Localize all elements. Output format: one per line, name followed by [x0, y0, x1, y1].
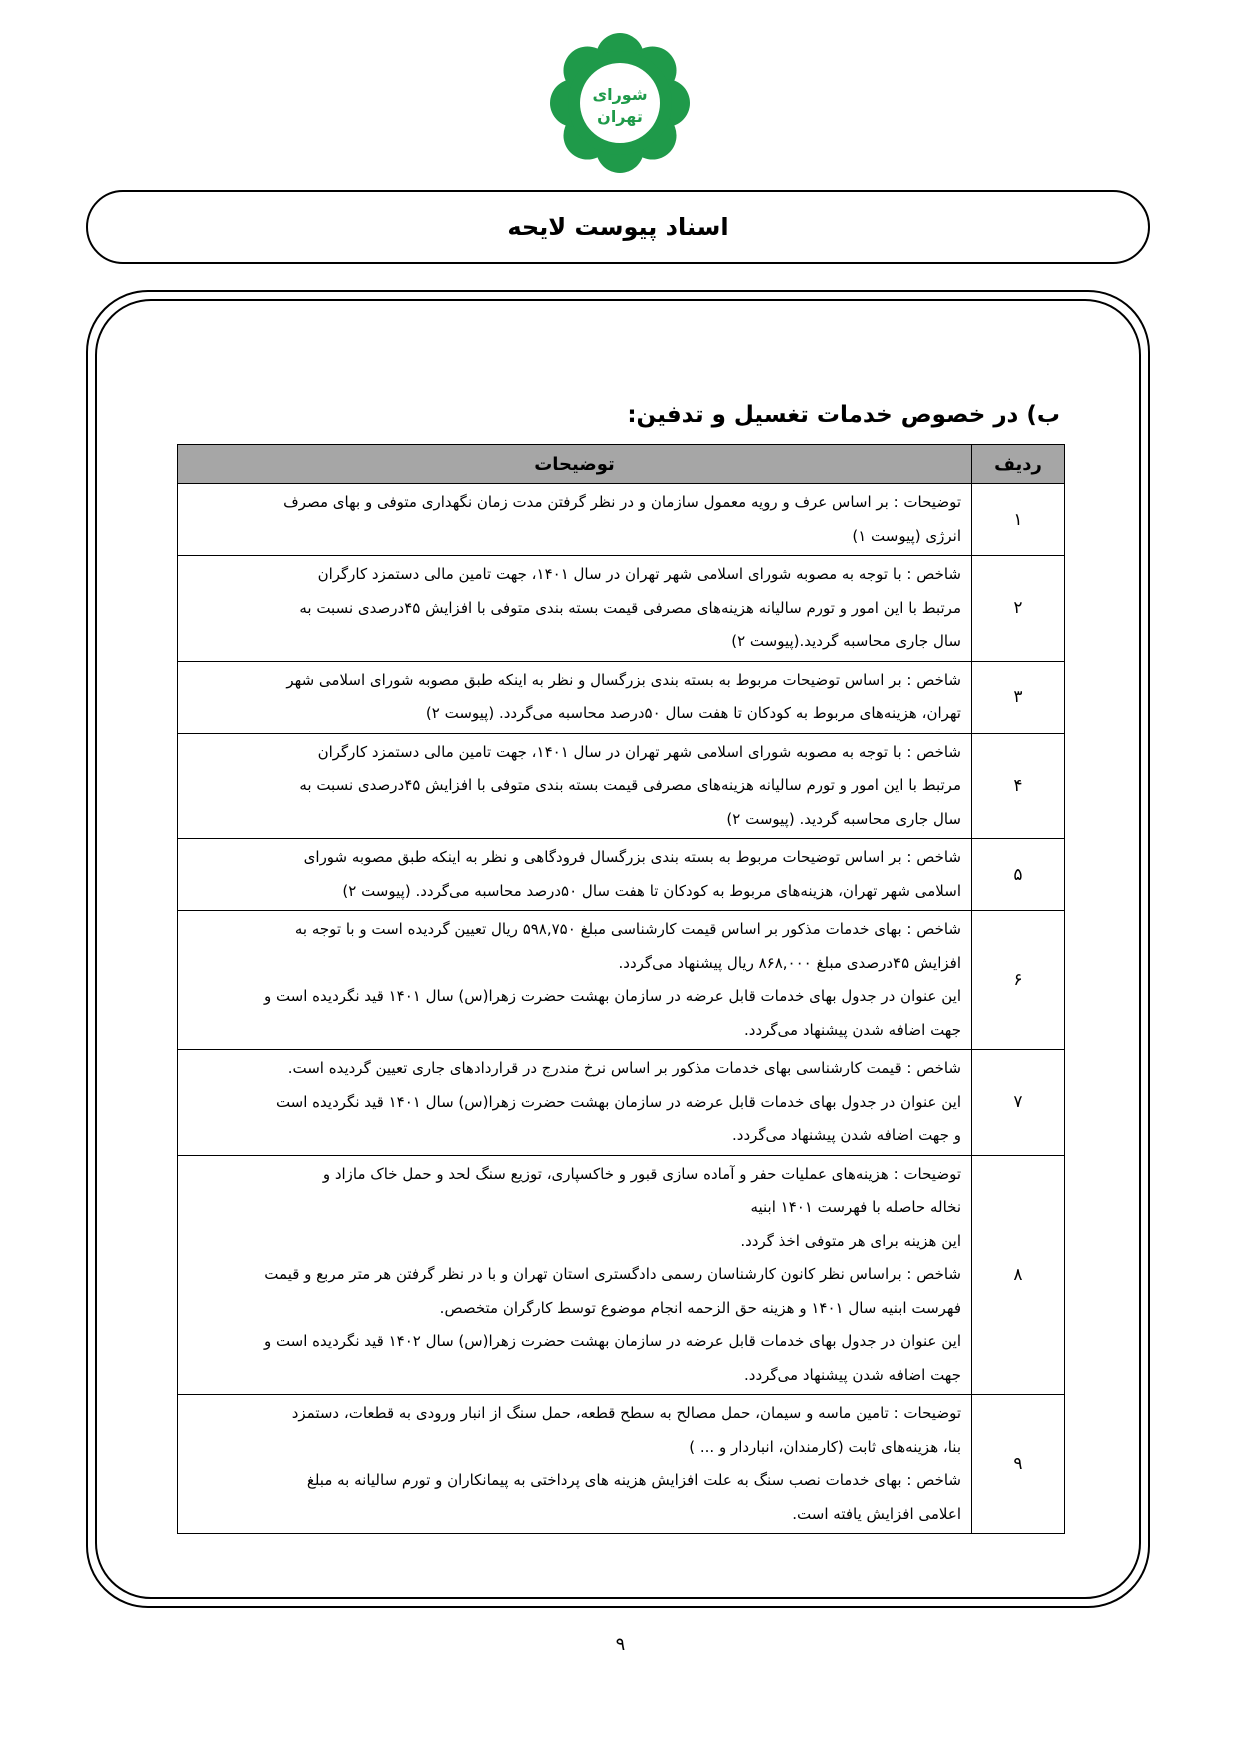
description-line: شاخص : قیمت کارشناسی بهای خدمات مذکور بر اساس نرخ مندرج در قراردادهای جاری تعیین گردیده است. — [287, 1059, 961, 1077]
row-description — [178, 1155, 972, 1395]
description-line: جهت اضافه شدن پیشنهاد می‌گردد. — [744, 1020, 961, 1039]
row-description — [178, 661, 972, 733]
description-line: شاخص : بهای خدمات نصب سنگ به علت افزایش هزینه های پرداختی به پیمانکاران و تورم سالیانه به مبلغ — [306, 1471, 961, 1489]
row-description — [178, 1395, 972, 1534]
row-description — [178, 839, 972, 911]
description-line: افزایش ۴۵درصدی مبلغ ۸۶۸,۰۰۰ ریال پیشنهاد می‌گردد. — [618, 953, 961, 972]
description-line: شاخص : بهای خدمات مذکور بر اساس قیمت کارشناسی مبلغ ۵۹۸,۷۵۰ ریال تعیین گردیده است و با توجه به — [294, 920, 961, 938]
row-number: ۴ — [972, 733, 1065, 839]
table-row — [178, 839, 1065, 911]
description-line: توضیحات : هزینه‌های عملیات حفر و آماده سازی قبور و خاکسپاری، توزیع سنگ لحد و حمل خاک مازاد و — [322, 1164, 961, 1183]
document-title-box — [86, 190, 1150, 264]
row-number: ۹ — [972, 1395, 1065, 1534]
row-number: ۱ — [972, 484, 1065, 556]
table-row — [178, 661, 1065, 733]
table-row — [178, 911, 1065, 1050]
description-line: شاخص : بر اساس توضیحات مربوط به بسته بندی بزرگسال و نظر به اینکه طبق مصوبه شورای اسلامی شهر — [286, 670, 961, 689]
description-line: نخاله حاصله با فهرست ۱۴۰۱ ابنیه — [750, 1198, 961, 1216]
logo-text-line-1: شورای — [592, 85, 648, 104]
description-line: شاخص : براساس نظر کانون کارشناسان رسمی دادگستری استان تهران و با در نظر گرفتن هر متر مربع و قیمت — [264, 1265, 961, 1283]
row-number: ۵ — [972, 839, 1065, 911]
tehran-city-council-logo-icon — [549, 28, 691, 178]
description-line: سال جاری محاسبه گردید.(پیوست ۲) — [731, 632, 961, 650]
description-line: اعلامی افزایش یافته است. — [792, 1504, 961, 1523]
description-line: این عنوان در جدول بهای خدمات قابل عرضه در سازمان بهشت حضرت زهرا(س) سال ۱۴۰۱ قید نگردیده است — [275, 1092, 961, 1111]
description-line: این عنوان در جدول بهای خدمات قابل عرضه در سازمان بهشت حضرت زهرا(س) سال ۱۴۰۱ قید نگردیده است و — [263, 987, 961, 1005]
row-description — [178, 1050, 972, 1156]
page-number: ۹ — [615, 1634, 626, 1655]
description-line: سال جاری محاسبه گردید. (پیوست ۲) — [726, 809, 961, 828]
row-number: ۷ — [972, 1050, 1065, 1156]
row-description — [178, 484, 972, 556]
table-row — [178, 1050, 1065, 1156]
description-line: فهرست ابنیه سال ۱۴۰۱ و هزینه حق الزحمه انجام موضوع توسط کارگران متخصص. — [439, 1298, 961, 1317]
description-line: انرژی (پیوست ۱) — [852, 526, 961, 545]
row-number: ۶ — [972, 911, 1065, 1050]
description-line: مرتبط با این امور و تورم سالیانه هزینه‌های مصرفی قیمت بسته بندی متوفی با افزایش ۴۵درصدی نسبت به — [299, 598, 961, 617]
row-number: ۸ — [972, 1155, 1065, 1395]
services-table — [177, 444, 1065, 1534]
row-description — [178, 911, 972, 1050]
description-line: این عنوان در جدول بهای خدمات قابل عرضه در سازمان بهشت حضرت زهرا(س) سال ۱۴۰۲ قید نگردیده است و — [263, 1332, 961, 1350]
description-line: تهران، هزینه‌های مربوط به کودکان تا هفت سال ۵۰درصد محاسبه می‌گردد. (پیوست ۲) — [425, 704, 961, 722]
description-line: بنا، هزینه‌های ثابت (کارمندان، انباردار و ... ) — [689, 1437, 961, 1456]
description-line: و جهت اضافه شدن پیشنهاد می‌گردد. — [732, 1126, 961, 1144]
table-row — [178, 484, 1065, 556]
description-line: مرتبط با این امور و تورم سالیانه هزینه‌های مصرفی قیمت بسته بندی متوفی با افزایش ۴۵درصدی نسبت به — [299, 776, 961, 794]
description-line: شاخص : با توجه به مصوبه شورای اسلامی شهر تهران در سال ۱۴۰۱، جهت تامین مالی دستمزد کارگران — [317, 742, 961, 761]
description-line: اسلامی شهر تهران، هزینه‌های مربوط به کودکان تا هفت سال ۵۰درصد محاسبه می‌گردد. (پیوست ۲) — [342, 881, 961, 900]
description-line: شاخص : با توجه به مصوبه شورای اسلامی شهر تهران در سال ۱۴۰۱، جهت تامین مالی دستمزد کارگران — [317, 565, 961, 583]
row-description — [178, 733, 972, 839]
section-heading: ب) در خصوص خدمات تغسیل و تدفین: — [627, 402, 1060, 428]
column-header-description: توضیحات — [178, 445, 972, 484]
table-header-row — [178, 445, 1065, 484]
column-header-row-number: ردیف — [972, 445, 1065, 484]
row-number: ۳ — [972, 661, 1065, 733]
table-row — [178, 1395, 1065, 1534]
row-description — [178, 556, 972, 662]
logo-text-line-2: تهران — [597, 107, 643, 126]
description-line: توضیحات : تامین ماسه و سیمان، حمل مصالح به سطح قطعه، حمل سنگ از انبار ورودی به قطعات، دستمزد — [291, 1404, 961, 1422]
page-title: اسناد پیوست لایحه — [507, 213, 729, 241]
table-row — [178, 556, 1065, 662]
description-line: شاخص : بر اساس توضیحات مربوط به بسته بندی بزرگسال فرودگاهی و نظر به اینکه طبق مصوبه شورای — [303, 848, 961, 866]
description-line: جهت اضافه شدن پیشنهاد می‌گردد. — [744, 1365, 961, 1384]
row-number: ۲ — [972, 556, 1065, 662]
table-row — [178, 1155, 1065, 1395]
description-line: توضیحات : بر اساس عرف و رویه معمول سازمان و در نظر گرفتن مدت زمان نگهداری متوفی و بهای مصرف — [283, 493, 961, 511]
description-line: این هزینه برای هر متوفی اخذ گردد. — [740, 1231, 961, 1250]
table-row — [178, 733, 1065, 839]
